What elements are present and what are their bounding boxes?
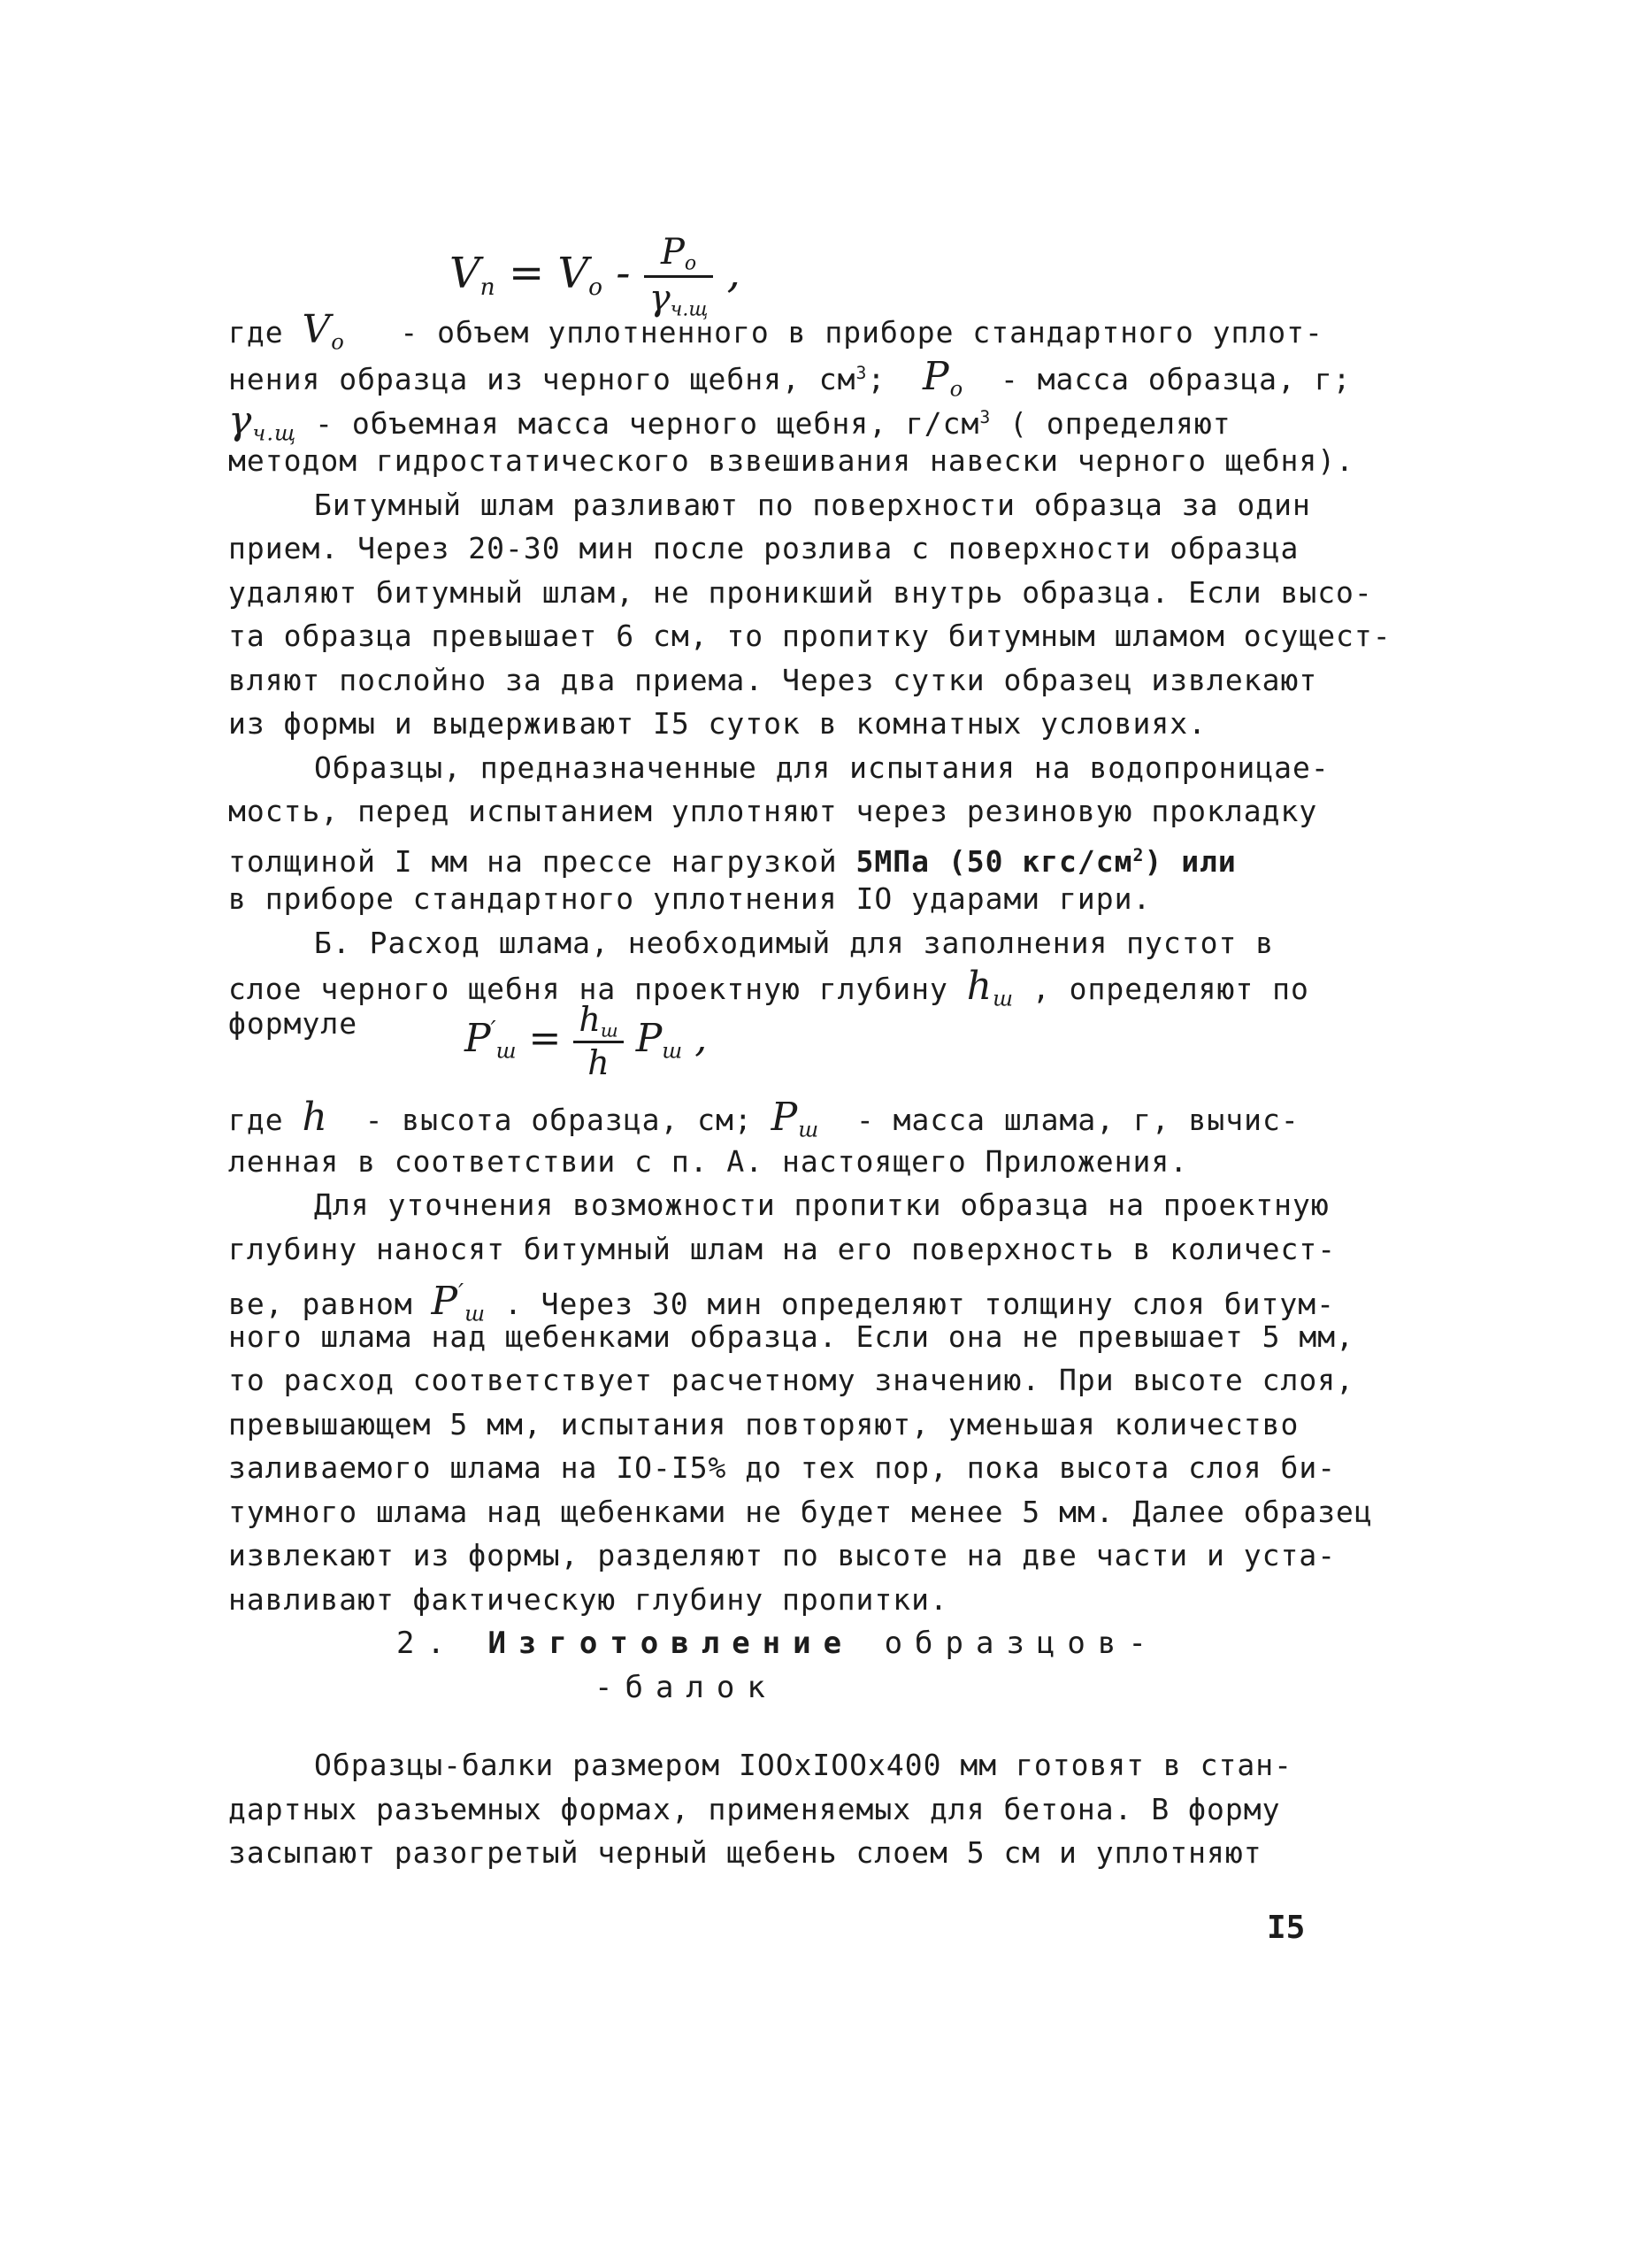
- p2-line-4: та образца превышает 6 см, то пропитку битумным шламом осущест-: [228, 619, 1392, 653]
- formula-psh-eq: =: [528, 1016, 562, 1062]
- formula-vp: [449, 232, 740, 320]
- p2-line-1: Битумный шлам разливают по поверхности образца за один: [314, 488, 1311, 522]
- p1-line-3: $\gamma_{ч.щ}$ - объемная масса черного щебня, $г/см^3$ ( определяют: [228, 397, 1231, 446]
- p6-line-10: навливают фактическую глубину пропитки.: [228, 1582, 948, 1617]
- formula-psh-lhs: $P'_ш$: [464, 1016, 517, 1064]
- p7-line-2: дартных разъемных формах, применяемых для бетона. В форму: [228, 1792, 1281, 1826]
- p2-line-5: вляют послойно за два приема. Через сутки образец извлекают: [228, 663, 1318, 697]
- symbol-gamma: $\gamma_{ч.щ}$: [228, 397, 297, 446]
- p6-line-9: извлекают из формы, разделяют по высоте на две части и уста-: [228, 1538, 1337, 1572]
- formula-vp-denominator: $\gamma_{ч.щ}$: [648, 277, 709, 321]
- p6-line-1: Для уточнения возможности пропитки образца на проектную: [314, 1188, 1330, 1222]
- p6-line-3: ве, равном $P'_ш$ . Через 30 мин определяют толщину слоя битум-: [228, 1278, 1335, 1326]
- formula-vp-numerator: $P_о$: [660, 232, 697, 275]
- section-title-normal: образцов-: [884, 1626, 1159, 1661]
- page-number: I5: [1267, 1910, 1306, 1946]
- formula-psh-denominator: h: [587, 1043, 610, 1083]
- section-heading-line-2: -балок: [594, 1670, 778, 1705]
- formula-psh-fraction: [573, 1000, 623, 1082]
- symbol-h-sh: $h_ш$: [966, 964, 1014, 1011]
- formula-psh: [464, 1000, 707, 1082]
- p6-line-6: превышающем 5 мм, испытания повторяют, уменьшая количество: [228, 1407, 1300, 1442]
- symbol-p-sh: $P_ш$: [771, 1095, 820, 1142]
- p1-line-2: нения образца из черного щебня, $см^3$; $P_о$ - масса образца, г;: [228, 353, 1352, 402]
- section-heading: [396, 1626, 1159, 1661]
- p3-line-1: Образцы, предназначенные для испытания на водопроницае-: [314, 750, 1330, 785]
- p7-line-3: засыпают разогретый черный щебень слоем 5 см и уплотняют: [228, 1835, 1262, 1870]
- formula-psh-rhs: $P_ш$: [635, 1016, 683, 1064]
- p6-line-7: заливаемого шлама на IO-I5% до тех пор, пока высота слоя би-: [228, 1450, 1337, 1485]
- p5-line-2: ленная в соответствии с п. А. настоящего Приложения.: [228, 1144, 1189, 1179]
- p4-line-2: слое черного щебня на проектную глубину $h_ш$ , определяют по: [228, 964, 1309, 1011]
- symbol-p0: $P_о$: [923, 353, 964, 402]
- formula-vp-fraction: [644, 232, 714, 320]
- symbol-h: h: [302, 1095, 328, 1140]
- p5-line-1: где h - высота образца, см; $P_ш$ - масса шлама, г, вычис-: [228, 1095, 1300, 1142]
- symbol-p-sh-prime: $P'_ш$: [431, 1278, 487, 1326]
- p6-line-4: ного шлама над щебенками образца. Если она не превышает 5 мм,: [228, 1319, 1354, 1354]
- p4-line-1: Б. Расход шлама, необходимый для заполнения пустот в: [314, 926, 1275, 960]
- p2-line-6: из формы и выдерживают I5 суток в комнатных условиях.: [228, 706, 1207, 741]
- p1-line-4: методом гидростатического взвешивания навески черного щебня).: [228, 443, 1354, 478]
- formula-vp-lhs: $V_п$: [449, 248, 495, 301]
- section-title-bold: Изготовление: [487, 1626, 855, 1661]
- formula-psh-numerator: $h_ш$: [579, 1000, 618, 1042]
- p3-line-4: в приборе стандартного уплотнения IO ударами гири.: [228, 881, 1152, 916]
- p6-line-8: тумного шлама над щебенками не будет менее 5 мм. Далее образец: [228, 1495, 1373, 1529]
- p1-line-1: где $V_о$ - объем уплотненного в приборе стандартного уплот-: [228, 307, 1323, 355]
- symbol-v0: $V_о$: [302, 307, 345, 355]
- p2-line-3: удаляют битумный шлам, не проникший внутрь образца. Если высо-: [228, 575, 1373, 610]
- formula-vp-comma: ,: [726, 248, 740, 298]
- section-number: 2.: [396, 1626, 457, 1661]
- p3-line-2: мость, перед испытанием уплотняют через резиновую прокладку: [228, 794, 1318, 828]
- formula-vp-v0: $V_о$: [557, 248, 602, 301]
- p6-line-2: глубину наносят битумный шлам на его поверхность в количест-: [228, 1232, 1337, 1266]
- formula-vp-minus: -: [616, 248, 631, 298]
- p3-line-3: толщиной I мм на прессе нагрузкой 5МПа (50 кгс/$см^2$) или: [228, 843, 1237, 879]
- formula-vp-eq: =: [508, 248, 545, 298]
- formula-psh-comma: ,: [694, 1016, 708, 1062]
- p4-line-3: формуле: [228, 1006, 358, 1041]
- p6-line-5: то расход соответствует расчетному значению. При высоте слоя,: [228, 1363, 1354, 1397]
- p2-line-2: прием. Через 20-30 мин после розлива с поверхности образца: [228, 531, 1300, 565]
- p7-line-1: Образцы-балки размером IOOxIOOx400 мм готовят в стан-: [314, 1748, 1292, 1782]
